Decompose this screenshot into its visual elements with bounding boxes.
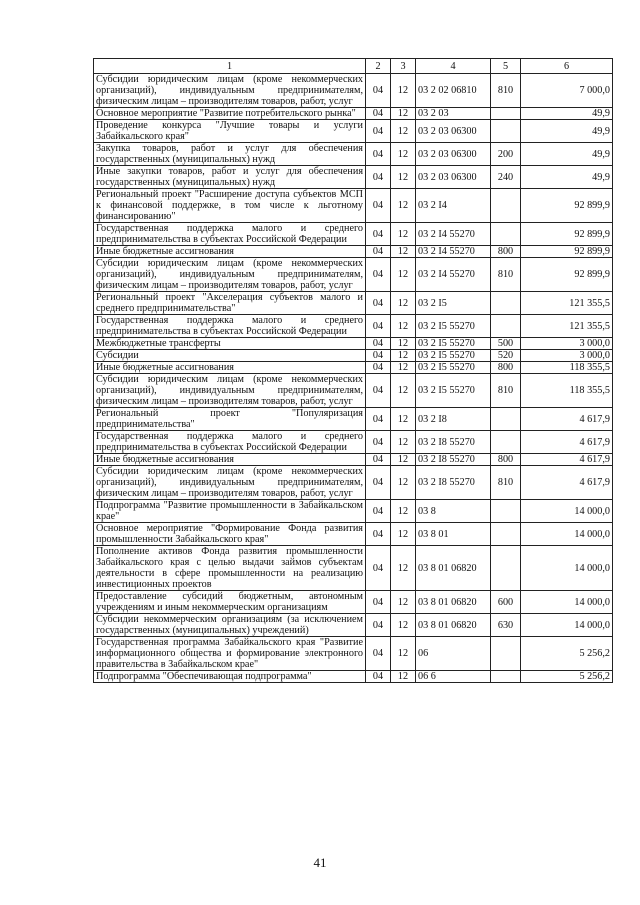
row-amount-cell: 121 355,5 — [521, 315, 613, 338]
row-amount-cell: 14 000,0 — [521, 500, 613, 523]
row-section-cell: 04 — [366, 523, 391, 546]
row-target-article-cell: 03 2 I5 55270 — [416, 315, 491, 338]
row-section-cell: 04 — [366, 431, 391, 454]
row-name-cell: Региональный проект "Акселерация субъектов малого и среднего предпринимательства" — [94, 292, 366, 315]
row-section-cell: 04 — [366, 350, 391, 362]
row-amount-cell: 3 000,0 — [521, 350, 613, 362]
row-section-cell: 04 — [366, 546, 391, 591]
row-subsection-cell: 12 — [391, 523, 416, 546]
row-subsection-cell: 12 — [391, 374, 416, 408]
row-subsection-cell: 12 — [391, 315, 416, 338]
row-amount-cell: 121 355,5 — [521, 292, 613, 315]
row-expense-type-cell: 600 — [491, 591, 521, 614]
row-name-cell: Государственная поддержка малого и среднего предпринимательства в субъектах Российской Федерации — [94, 315, 366, 338]
row-name-cell: Основное мероприятие "Формирование Фонда развития промышленности Забайкальского края" — [94, 523, 366, 546]
row-amount-cell: 5 256,2 — [521, 671, 613, 683]
row-subsection-cell: 12 — [391, 258, 416, 292]
row-amount-cell: 92 899,9 — [521, 258, 613, 292]
column-header-3: 3 — [391, 59, 416, 74]
row-section-cell: 04 — [366, 108, 391, 120]
row-section-cell: 04 — [366, 189, 391, 223]
row-target-article-cell: 03 2 I5 — [416, 292, 491, 315]
table-row — [94, 108, 613, 120]
row-name-cell: Субсидии — [94, 350, 366, 362]
row-expense-type-cell: 810 — [491, 258, 521, 292]
row-amount-cell: 118 355,5 — [521, 374, 613, 408]
table-row — [94, 374, 613, 408]
row-target-article-cell: 03 2 I4 55270 — [416, 223, 491, 246]
row-expense-type-cell — [491, 431, 521, 454]
row-amount-cell: 4 617,9 — [521, 408, 613, 431]
row-name-cell: Проведение конкурса "Лучшие товары и услуги Забайкальского края" — [94, 120, 366, 143]
row-name-cell: Иные бюджетные ассигнования — [94, 246, 366, 258]
table-row — [94, 223, 613, 246]
row-expense-type-cell — [491, 189, 521, 223]
row-expense-type-cell — [491, 546, 521, 591]
table-row — [94, 166, 613, 189]
row-subsection-cell: 12 — [391, 614, 416, 637]
row-name-cell: Иные бюджетные ассигнования — [94, 454, 366, 466]
row-target-article-cell: 03 2 I5 55270 — [416, 338, 491, 350]
row-target-article-cell: 03 2 03 — [416, 108, 491, 120]
row-target-article-cell: 03 2 02 06810 — [416, 74, 491, 108]
row-target-article-cell: 03 2 03 06300 — [416, 166, 491, 189]
row-subsection-cell: 12 — [391, 143, 416, 166]
row-name-cell: Субсидии юридическим лицам (кроме некоммерческих организаций), индивидуальным предпринимателям, физическим лицам – производителям товаров, работ, услуг — [94, 258, 366, 292]
row-target-article-cell: 03 8 01 06820 — [416, 546, 491, 591]
row-section-cell: 04 — [366, 637, 391, 671]
row-subsection-cell: 12 — [391, 431, 416, 454]
row-section-cell: 04 — [366, 258, 391, 292]
table-row — [94, 189, 613, 223]
column-header-5: 5 — [491, 59, 521, 74]
row-name-cell: Подпрограмма "Обеспечивающая подпрограмма" — [94, 671, 366, 683]
row-amount-cell: 49,9 — [521, 166, 613, 189]
row-subsection-cell: 12 — [391, 350, 416, 362]
row-amount-cell: 14 000,0 — [521, 614, 613, 637]
column-header-1: 1 — [94, 59, 366, 74]
row-amount-cell: 4 617,9 — [521, 454, 613, 466]
row-expense-type-cell — [491, 292, 521, 315]
row-target-article-cell: 03 2 I5 55270 — [416, 374, 491, 408]
row-subsection-cell: 12 — [391, 338, 416, 350]
row-amount-cell: 4 617,9 — [521, 431, 613, 454]
row-subsection-cell: 12 — [391, 223, 416, 246]
budget-table — [93, 58, 613, 683]
row-name-cell: Субсидии юридическим лицам (кроме некоммерческих организаций), индивидуальным предпринимателям, физическим лицам – производителям товаров, работ, услуг — [94, 466, 366, 500]
row-amount-cell: 4 617,9 — [521, 466, 613, 500]
table-row — [94, 500, 613, 523]
row-amount-cell: 14 000,0 — [521, 546, 613, 591]
row-section-cell: 04 — [366, 454, 391, 466]
row-target-article-cell: 06 6 — [416, 671, 491, 683]
row-expense-type-cell — [491, 223, 521, 246]
row-expense-type-cell: 800 — [491, 246, 521, 258]
header-row — [94, 59, 613, 74]
row-subsection-cell: 12 — [391, 546, 416, 591]
row-amount-cell: 92 899,9 — [521, 223, 613, 246]
row-target-article-cell: 03 8 01 06820 — [416, 614, 491, 637]
row-target-article-cell: 03 2 I4 — [416, 189, 491, 223]
row-subsection-cell: 12 — [391, 189, 416, 223]
row-expense-type-cell: 500 — [491, 338, 521, 350]
row-name-cell: Региональный проект "Популяризация предпринимательства" — [94, 408, 366, 431]
row-name-cell: Закупка товаров, работ и услуг для обеспечения государственных (муниципальных) нужд — [94, 143, 366, 166]
row-subsection-cell: 12 — [391, 166, 416, 189]
row-target-article-cell: 03 2 I5 55270 — [416, 362, 491, 374]
row-expense-type-cell — [491, 315, 521, 338]
row-section-cell: 04 — [366, 671, 391, 683]
table-row — [94, 258, 613, 292]
row-target-article-cell: 03 2 I4 55270 — [416, 246, 491, 258]
row-subsection-cell: 12 — [391, 362, 416, 374]
table-body — [94, 74, 613, 683]
table-row — [94, 523, 613, 546]
row-name-cell: Региональный проект "Расширение доступа субъектов МСП к финансовой поддержке, в том числе к льготному финансированию" — [94, 189, 366, 223]
row-section-cell: 04 — [366, 74, 391, 108]
row-amount-cell: 118 355,5 — [521, 362, 613, 374]
row-expense-type-cell — [491, 637, 521, 671]
row-section-cell: 04 — [366, 315, 391, 338]
row-subsection-cell: 12 — [391, 637, 416, 671]
row-expense-type-cell: 520 — [491, 350, 521, 362]
table-row — [94, 292, 613, 315]
row-section-cell: 04 — [366, 466, 391, 500]
row-name-cell: Иные закупки товаров, работ и услуг для обеспечения государственных (муниципальных) нужд — [94, 166, 366, 189]
row-expense-type-cell: 200 — [491, 143, 521, 166]
column-header-4: 4 — [416, 59, 491, 74]
row-subsection-cell: 12 — [391, 591, 416, 614]
row-name-cell: Пополнение активов Фонда развития промышленности Забайкальского края с целью выдачи займов субъектам деятельности в сфере промышленности на реализацию инвестиционных проектов — [94, 546, 366, 591]
row-expense-type-cell — [491, 120, 521, 143]
row-expense-type-cell: 800 — [491, 362, 521, 374]
row-section-cell: 04 — [366, 362, 391, 374]
row-expense-type-cell — [491, 500, 521, 523]
table-row — [94, 120, 613, 143]
table-row — [94, 466, 613, 500]
table-row — [94, 408, 613, 431]
row-expense-type-cell: 810 — [491, 374, 521, 408]
row-expense-type-cell: 240 — [491, 166, 521, 189]
row-name-cell: Предоставление субсидий бюджетным, автономным учреждениям и иным некоммерческим организациям — [94, 591, 366, 614]
table-row — [94, 350, 613, 362]
row-amount-cell: 49,9 — [521, 143, 613, 166]
row-target-article-cell: 03 2 I5 55270 — [416, 350, 491, 362]
table-row — [94, 614, 613, 637]
row-amount-cell: 5 256,2 — [521, 637, 613, 671]
row-target-article-cell: 06 — [416, 637, 491, 671]
row-name-cell: Государственная программа Забайкальского края "Развитие информационного общества и формирование электронного правительства в Забайкальском крае" — [94, 637, 366, 671]
row-section-cell: 04 — [366, 120, 391, 143]
row-subsection-cell: 12 — [391, 120, 416, 143]
table-row — [94, 74, 613, 108]
row-subsection-cell: 12 — [391, 292, 416, 315]
row-amount-cell: 49,9 — [521, 120, 613, 143]
row-name-cell: Субсидии юридическим лицам (кроме некоммерческих организаций), индивидуальным предпринимателям, физическим лицам – производителям товаров, работ, услуг — [94, 374, 366, 408]
row-name-cell: Основное мероприятие "Развитие потребительского рынка" — [94, 108, 366, 120]
row-section-cell: 04 — [366, 166, 391, 189]
row-name-cell: Подпрограмма "Развитие промышленности в Забайкальском крае" — [94, 500, 366, 523]
row-expense-type-cell — [491, 671, 521, 683]
row-target-article-cell: 03 2 I8 — [416, 408, 491, 431]
row-amount-cell: 7 000,0 — [521, 74, 613, 108]
row-subsection-cell: 12 — [391, 466, 416, 500]
table-row — [94, 546, 613, 591]
row-target-article-cell: 03 8 01 — [416, 523, 491, 546]
row-section-cell: 04 — [366, 338, 391, 350]
row-target-article-cell: 03 2 03 06300 — [416, 143, 491, 166]
row-expense-type-cell: 810 — [491, 74, 521, 108]
row-subsection-cell: 12 — [391, 408, 416, 431]
row-subsection-cell: 12 — [391, 108, 416, 120]
row-expense-type-cell — [491, 408, 521, 431]
row-section-cell: 04 — [366, 614, 391, 637]
column-header-6: 6 — [521, 59, 613, 74]
row-subsection-cell: 12 — [391, 74, 416, 108]
row-amount-cell: 92 899,9 — [521, 246, 613, 258]
table-row — [94, 431, 613, 454]
row-name-cell: Межбюджетные трансферты — [94, 338, 366, 350]
row-expense-type-cell: 630 — [491, 614, 521, 637]
row-name-cell: Субсидии юридическим лицам (кроме некоммерческих организаций), индивидуальным предпринимателям, физическим лицам – производителям товаров, работ, услуг — [94, 74, 366, 108]
row-target-article-cell: 03 8 — [416, 500, 491, 523]
row-amount-cell: 14 000,0 — [521, 591, 613, 614]
table-row — [94, 591, 613, 614]
row-name-cell: Государственная поддержка малого и среднего предпринимательства в субъектах Российской Федерации — [94, 223, 366, 246]
row-amount-cell: 49,9 — [521, 108, 613, 120]
row-target-article-cell: 03 2 I4 55270 — [416, 258, 491, 292]
row-section-cell: 04 — [366, 374, 391, 408]
row-expense-type-cell: 810 — [491, 466, 521, 500]
row-expense-type-cell — [491, 108, 521, 120]
row-subsection-cell: 12 — [391, 671, 416, 683]
row-section-cell: 04 — [366, 143, 391, 166]
row-name-cell: Субсидии некоммерческим организациям (за исключением государственных (муниципальных) учреждений) — [94, 614, 366, 637]
table-row — [94, 671, 613, 683]
table-row — [94, 143, 613, 166]
table-row — [94, 362, 613, 374]
table-header — [94, 59, 613, 74]
table-row — [94, 637, 613, 671]
row-expense-type-cell: 800 — [491, 454, 521, 466]
row-target-article-cell: 03 2 03 06300 — [416, 120, 491, 143]
row-section-cell: 04 — [366, 292, 391, 315]
row-subsection-cell: 12 — [391, 500, 416, 523]
row-subsection-cell: 12 — [391, 454, 416, 466]
row-name-cell: Иные бюджетные ассигнования — [94, 362, 366, 374]
table-row — [94, 454, 613, 466]
row-section-cell: 04 — [366, 500, 391, 523]
row-name-cell: Государственная поддержка малого и среднего предпринимательства в субъектах Российской Федерации — [94, 431, 366, 454]
page-number: 41 — [313, 855, 327, 870]
row-subsection-cell: 12 — [391, 246, 416, 258]
row-target-article-cell: 03 2 I8 55270 — [416, 431, 491, 454]
row-expense-type-cell — [491, 523, 521, 546]
row-amount-cell: 3 000,0 — [521, 338, 613, 350]
row-section-cell: 04 — [366, 246, 391, 258]
row-amount-cell: 92 899,9 — [521, 189, 613, 223]
table-row — [94, 246, 613, 258]
row-amount-cell: 14 000,0 — [521, 523, 613, 546]
row-section-cell: 04 — [366, 408, 391, 431]
table-row — [94, 338, 613, 350]
row-section-cell: 04 — [366, 223, 391, 246]
row-target-article-cell: 03 8 01 06820 — [416, 591, 491, 614]
row-target-article-cell: 03 2 I8 55270 — [416, 466, 491, 500]
row-section-cell: 04 — [366, 591, 391, 614]
table-row — [94, 315, 613, 338]
column-header-2: 2 — [366, 59, 391, 74]
row-target-article-cell: 03 2 I8 55270 — [416, 454, 491, 466]
